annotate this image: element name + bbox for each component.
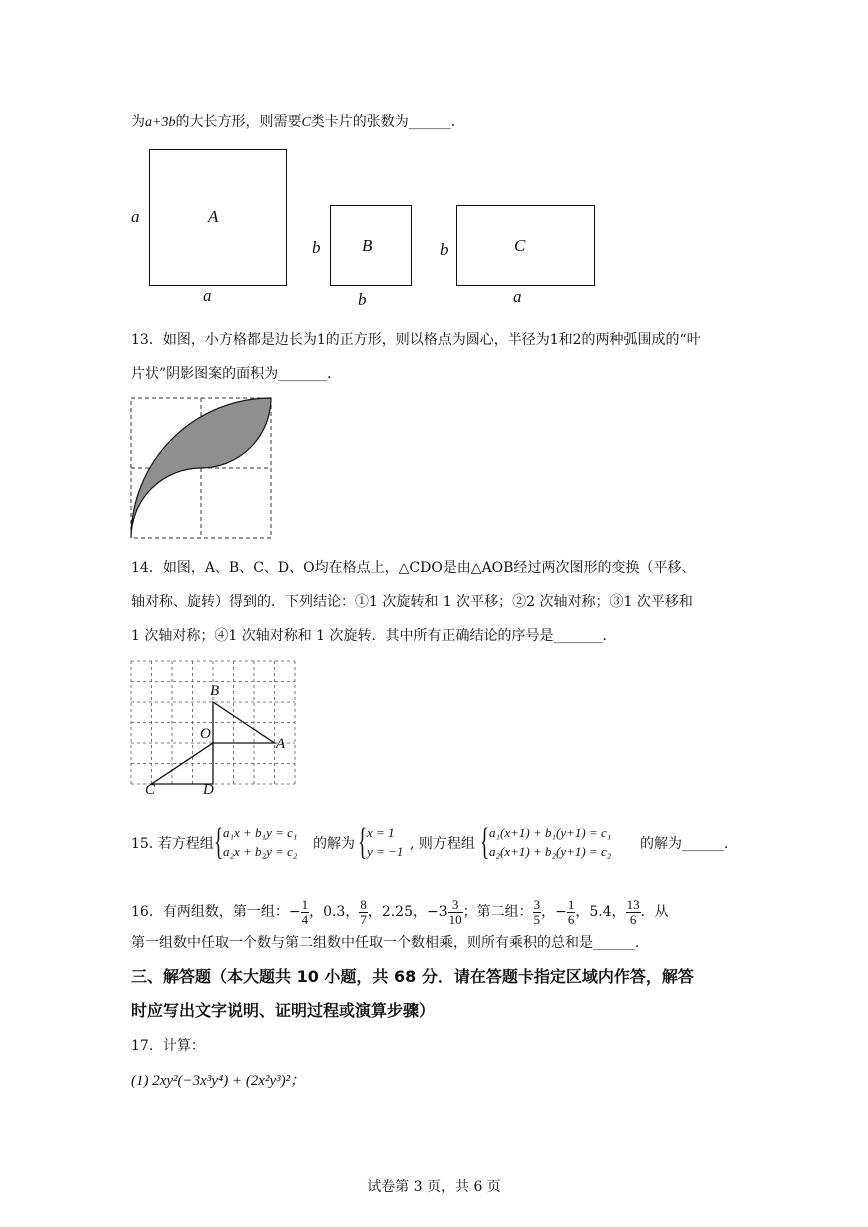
q16-g2-frac-2 (626, 898, 641, 927)
q16-g2-frac-den: 5 (533, 911, 541, 927)
q16-g2-frac-neg (567, 898, 576, 927)
card-c-label: C (514, 236, 526, 255)
q15-prefix: 15. 若方程组 (131, 836, 214, 852)
q13-line-2: 片状”阴影图案的面积为_______． (131, 366, 342, 382)
leaf-figure (128, 395, 274, 541)
section-3-heading-line-2: 时应写出文字说明、证明过程或演算步骤） (131, 1001, 436, 1020)
q15-mid2: , 则方程组 (410, 836, 475, 852)
q13-line-1: 13．如图，小方格都是边长为1的正方形，则以格点为圆心，半径为1和2的两种弧围成的“叶 (131, 332, 701, 348)
q16-g1-value-b: 2.25 (381, 904, 413, 920)
q14-line-2: 轴对称、旋转）得到的．下列结论：①1 次旋转和 1 次平移；②2 次轴对称；③1 次平移和 (131, 594, 693, 610)
q12-expression: a+3b (145, 115, 176, 130)
q16-group2-label: ；第二组： (462, 904, 533, 920)
q15-sys1-eq1: a₁x + b₁y = c₁ (223, 825, 298, 840)
q16-g2-frac2-den: 6 (629, 911, 637, 927)
q16-g1-frac-neg (301, 898, 310, 927)
point-a-label: A (276, 736, 286, 752)
point-c-label: C (145, 782, 156, 798)
q12-prefix: 为 (131, 114, 145, 130)
q16-g1-frac (359, 898, 368, 927)
q15-sys2-eq2: a₂(x+1) + b₂(y+1) = c₂ (489, 844, 612, 859)
q16-g2-value-a: 5.4 (589, 904, 612, 920)
q14-line-3: 1 次轴对称；④1 次轴对称和 1 次旋转．其中所有正确结论的序号是_______． (131, 628, 617, 644)
q15-sol1-x: x = 1 (367, 825, 395, 840)
card-c-side-left: b (440, 240, 449, 259)
q15-system-1: { a₁x + b₁y = c₁ a₂x + b₂y = c₂ (214, 821, 298, 863)
q12-mid-text: 的大长方形，则需要 (175, 114, 302, 130)
q16-g2-frac-neg-den: 6 (567, 911, 575, 927)
card-c-side-bottom: a (513, 287, 522, 306)
card-b-label: B (362, 236, 373, 255)
point-o-label: O (200, 726, 211, 742)
q15-suffix: 的解为______． (640, 836, 738, 852)
q17-part-1: (1) 2xy²(−3x³y⁴) + (2x²y³)²； (131, 1073, 306, 1089)
card-a-label: A (208, 207, 219, 226)
q17-title: 17．计算： (131, 1038, 205, 1054)
q16-g2-sign: − (555, 904, 567, 920)
q16-g1-mixed-whole: −3 (427, 904, 448, 920)
card-a-side-left: a (131, 207, 140, 226)
q16-g2-frac-num: 3 (533, 896, 541, 912)
q16-g1-frac-neg-den: 4 (301, 911, 309, 927)
q15-solution-1: { x = 1 y = −1 (358, 821, 404, 863)
q15-sys2-eq1: a₁(x+1) + b₁(y+1) = c₁ (489, 825, 612, 840)
q16-line-2: 第一组数中任取一个数与第二组数中任取一个数相乘，则所有乘积的总和是______． (131, 935, 649, 951)
page-footer: 试卷第 3 页，共 6 页 (367, 1179, 501, 1195)
point-d-label: D (203, 782, 214, 798)
q14-line-1: 14．如图，A、B、C、D、O均在格点上，△CDO是由△AOB经过两次图形的变换（平移、 (131, 560, 696, 576)
q16-g1-mixed-den: 10 (448, 911, 462, 927)
q16-line-1: 16．有两组数，第一组：− $\frac{1}{4}$ ，0.3， $\frac{8}{7}$ ，2.25，−3 $\frac{3}{10}$ ；第二组： $\frac{3}{5}$ ，− $\frac{1}{6}$ ，5.4， $\frac{13}{6}$ ．从 (131, 896, 669, 927)
card-a-side-bottom: a (203, 286, 212, 305)
q16-g2-frac2-num: 13 (626, 896, 640, 912)
q12-card-letter: C (301, 115, 311, 130)
q15-sol1-y: y = −1 (367, 844, 404, 859)
q16-g1-sign: − (288, 904, 301, 920)
q16-g1-value-a: 0.3 (323, 904, 346, 920)
card-b-side-bottom: b (358, 290, 367, 309)
section-3-heading-line-1: 三、解答题（本大题共 10 小题，共 68 分．请在答题卡指定区域内作答，解答 (131, 967, 694, 986)
q16-prefix: 16．有两组数，第一组： (131, 904, 289, 920)
q16-g2-frac-neg-num: 1 (567, 896, 575, 912)
q16-g1-mixed-num: 3 (448, 898, 463, 913)
q12-suffix: 类卡片的张数为______． (310, 114, 465, 130)
point-b-label: B (210, 683, 220, 699)
q16-g1-frac-den: 7 (360, 911, 367, 927)
q16-tail: ．从 (640, 904, 669, 920)
q16-g1-frac-num: 8 (360, 896, 367, 912)
card-c-rectangle (456, 205, 595, 286)
q16-g1-frac-neg-num: 1 (301, 896, 309, 912)
card-b-side-left: b (312, 238, 321, 257)
q15-mid1: 的解为 (313, 836, 355, 852)
q15-system-2: { a₁(x+1) + b₁(y+1) = c₁ a₂(x+1) + b₂(y+1) = c₂ (480, 821, 612, 863)
q16-g1-mixed-frac (448, 898, 463, 927)
q15-sys1-eq2: a₂x + b₂y = c₂ (223, 844, 298, 859)
q16-g2-frac (533, 898, 542, 927)
q12-text-line (131, 112, 465, 133)
